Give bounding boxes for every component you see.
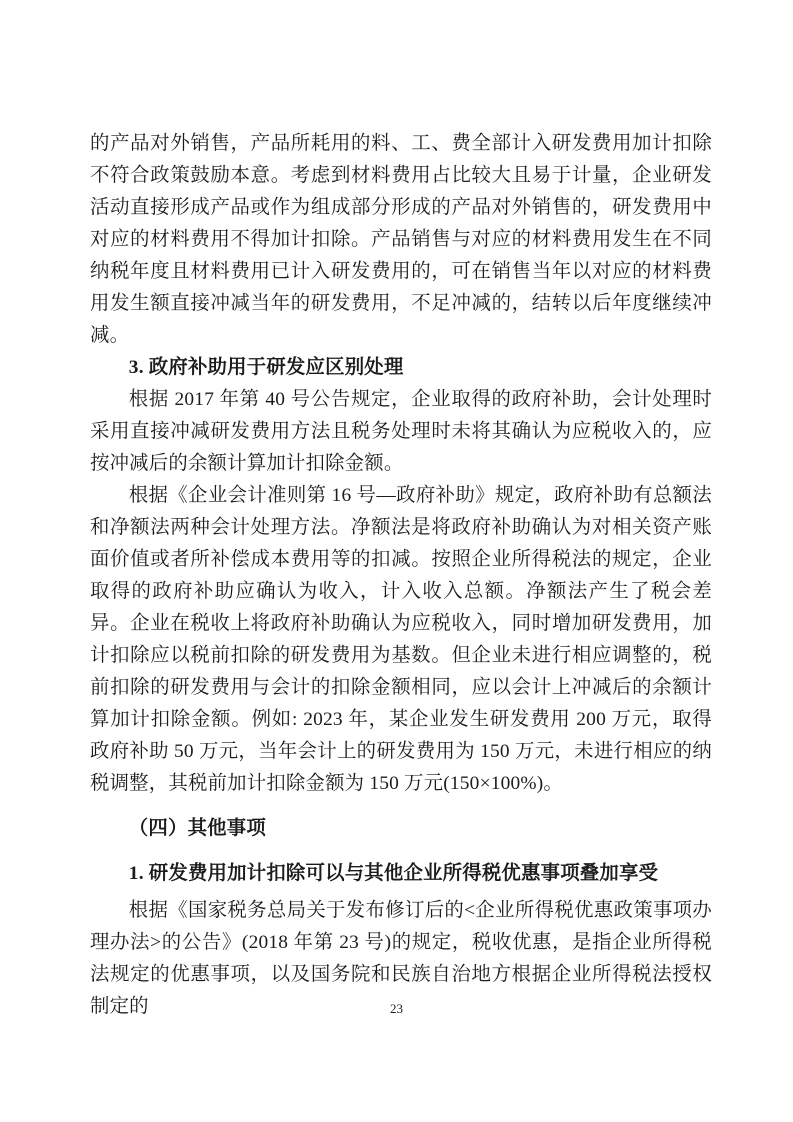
page-number: 23 bbox=[390, 1001, 403, 1016]
body-paragraph-announcement-2017-40: 根据 2017 年第 40 号公告规定，企业取得的政府补助，会计处理时采用直接冲减研发费用方法且税务处理时未将其确认为应税收入的，应按冲减后的余额计算加计扣除金额。 bbox=[90, 389, 712, 474]
body-paragraph-accounting-standard-16: 根据《企业会计准则第 16 号—政府补助》规定，政府补助有总额法和净额法两种会计处理方法。净额法是将政府补助确认为对相关资产账面价值或者所补偿成本费用等的扣减。按照企业所得税法的规定，企业取得的政府补助应确认为收入，计入收入总额。净额法产生了税会差异。企业在税收上将政府补助确认为应税收入，同时增加研发费用，加计扣除应以税前扣除的研发费用为基数。但企业未进行相应调整的，税前扣除的研发费用与会计的扣除金额相同，应以会计上冲减后的余额计算加计扣除金额。例如: 2023 年，某企业发生研发费用 200 万元，取得政府补助 50 万元，当年会计上的研发费用为 150 万元，未进行相应的纳税调整，其税前加计扣除金额为 150 万元(150×100%)。 bbox=[90, 485, 712, 794]
heading-item-3-government-subsidy: 3. 政府补助用于研发应区别处理 bbox=[128, 357, 404, 378]
body-paragraph-announcement-2018-23: 根据《国家税务总局关于发布修订后的<企业所得税优惠政策事项办理办法>的公告》(2018 年第 23 号)的规定，税收优惠，是指企业所得税法规定的优惠事项，以及国务院和民族自治地方根据企业所得税法授权制定的 bbox=[90, 900, 712, 1017]
page-content bbox=[90, 128, 712, 1023]
heading-section-4-other-matters: （四）其他事项 bbox=[128, 818, 266, 839]
body-paragraph-material-cost: 的产品对外销售，产品所耗用的料、工、费全部计入研发费用加计扣除不符合政策鼓励本意。考虑到材料费用占比较大且易于计量，企业研发活动直接形成产品或作为组成部分形成的产品对外销售的，研发费用中对应的材料费用不得加计扣除。产品销售与对应的材料费用发生在不同纳税年度且材料费用已计入研发费用的，可在销售当年以对应的材料费用发生额直接冲减当年的研发费用，不足冲减的，结转以后年度继续冲减。 bbox=[90, 133, 712, 346]
heading-item-1-stacked-preference: 1. 研发费用加计扣除可以与其他企业所得税优惠事项叠加享受 bbox=[128, 863, 659, 884]
